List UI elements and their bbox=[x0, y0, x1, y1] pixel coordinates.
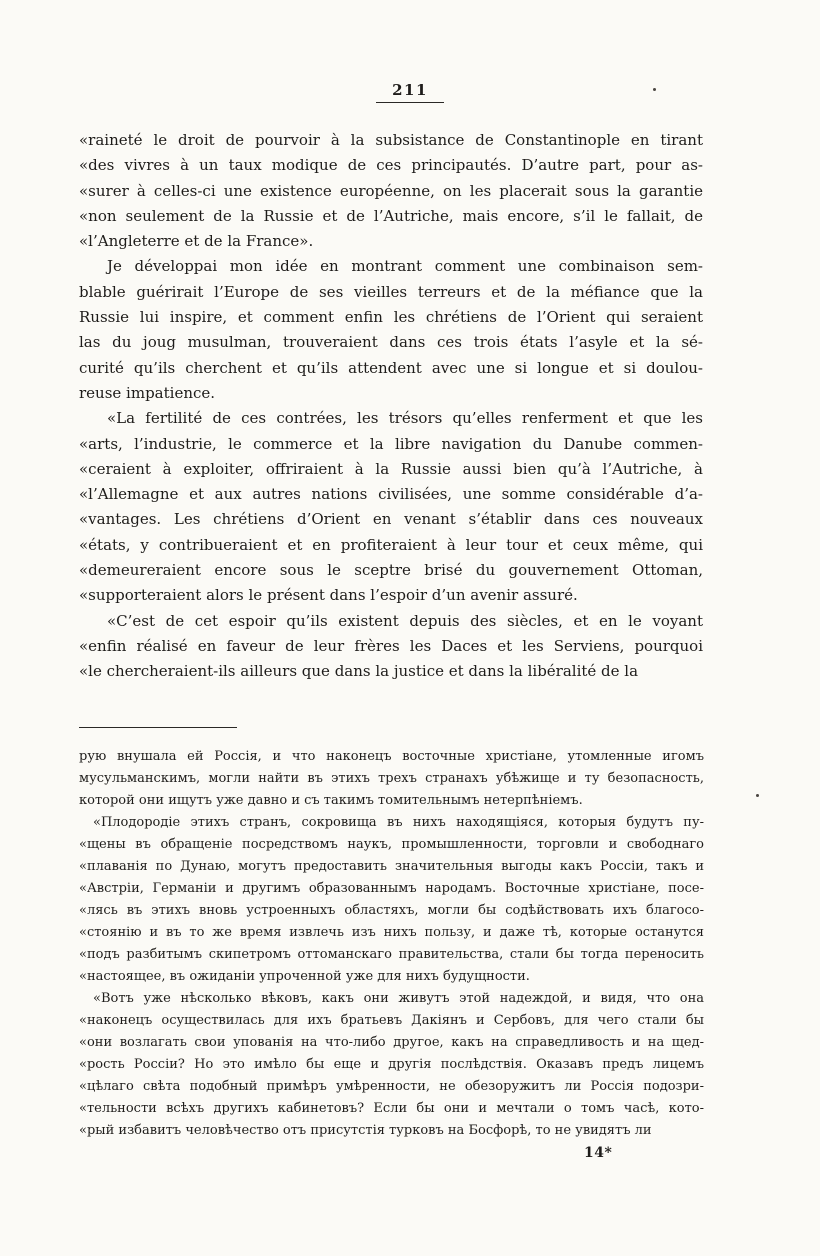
paragraph bbox=[79, 988, 704, 1142]
scan-speck bbox=[653, 88, 656, 91]
text-line: «лясь въ этихъ вновь устроенныхъ областяхъ, могли бы содѣйствовать ихъ благосо- bbox=[79, 903, 704, 918]
footnote-separator bbox=[79, 727, 237, 728]
paragraph bbox=[79, 406, 703, 608]
text-line: «Австріи, Германіи и другимъ образованнымъ народамъ. Восточные христіане, посе- bbox=[79, 881, 704, 896]
text-line: «Вотъ уже нѣсколько вѣковъ, какъ они живутъ этой надеждой, и видя, что она bbox=[93, 991, 704, 1006]
text-line: curité qu’ils cherchent et qu’ils attendent avec une si longue et si doulou- bbox=[79, 358, 703, 377]
scan-speck bbox=[756, 794, 759, 797]
text-line: «arts, l’industrie, le commerce et la libre navigation du Danube commen- bbox=[79, 434, 703, 453]
text-line: «enfin réalisé en faveur de leur frères les Daces et les Serviens, pourquoi bbox=[79, 636, 703, 655]
text-line: «vantages. Les chrétiens d’Orient en venant s’établir dans ces nouveaux bbox=[79, 510, 703, 529]
text-line: «des vivres à un taux modique de ces principautés. D’autre part, pour as- bbox=[79, 156, 703, 175]
paragraph bbox=[79, 609, 703, 685]
text-line: которой они ищутъ уже давно и съ такимъ томительнымъ нетерпѣніемъ. bbox=[79, 793, 583, 808]
text-line: «demeureraient encore sous le sceptre brisé du gouvernement Ottoman, bbox=[79, 561, 703, 580]
paragraph bbox=[79, 128, 703, 254]
text-line: «ceraient à exploiter, offriraient à la Russie aussi bien qu’à l’Autriche, à bbox=[79, 459, 703, 478]
text-line: «Плодородіе этихъ странъ, сокровища въ нихъ находящіяся, которыя будутъ пу- bbox=[93, 815, 704, 830]
text-line: «La fertilité de ces contrées, les trésors qu’elles renferment et que les bbox=[107, 409, 703, 428]
text-line: «цѣлаго свѣта подобный примѣръ умѣренности, не обезоружитъ ли Россія подозри- bbox=[79, 1079, 704, 1094]
text-line: «они возлагать свои упованія на что-либо другое, какъ на справедливость и на щед- bbox=[79, 1035, 704, 1050]
text-line: «подъ разбитымъ скипетромъ оттоманскаго правительства, стали бы тогда переносить bbox=[79, 947, 704, 962]
text-line: «наконецъ осуществилась для ихъ братьевъ Дакіянъ и Сербовъ, для чего стали бы bbox=[79, 1013, 704, 1028]
text-line: «surer à celles-ci une existence européenne, on les placerait sous la garantie bbox=[79, 181, 703, 200]
text-line: «supporteraient alors le présent dans l’espoir d’un avenir assuré. bbox=[79, 586, 578, 605]
text-line: «états, y contribueraient et en profiteraient à leur tour et ceux même, qui bbox=[79, 535, 703, 554]
text-line: «щены въ обращеніе посредствомъ наукъ, промышленности, торговли и свободнаго bbox=[79, 837, 704, 852]
footnote-block bbox=[79, 746, 704, 1142]
text-line: las du joug musulman, trouveraient dans ces trois états l’asyle et la sé- bbox=[79, 333, 703, 352]
signature-mark: 14* bbox=[584, 1145, 613, 1161]
text-line: «C’est de cet espoir qu’ils existent depuis des siècles, et en le voyant bbox=[107, 611, 703, 630]
text-line: Russie lui inspire, et comment enfin les chrétiens de l’Orient qui seraient bbox=[79, 308, 703, 327]
text-line: blable guérirait l’Europe de ses vieilles terreurs et de la méfiance que la bbox=[79, 282, 703, 301]
text-line: «тельности всѣхъ другихъ кабинетовъ? Если бы они и мечтали о томъ часѣ, кото- bbox=[79, 1101, 704, 1116]
text-line: «рость Россіи? Но это имѣло бы еще и другія послѣдствія. Оказавъ предъ лицемъ bbox=[79, 1057, 704, 1072]
text-line: «raineté le droit de pourvoir à la subsistance de Constantinople en tirant bbox=[79, 131, 703, 149]
text-line: «стоянію и въ то же время извлечь изъ нихъ пользу, и даже тѣ, которые останутся bbox=[79, 925, 704, 940]
text-line: Je développai mon idée en montrant comment une combinaison sem- bbox=[107, 257, 703, 276]
paragraph bbox=[79, 254, 703, 406]
text-line: «non seulement de la Russie et de l’Autriche, mais encore, s’il le fallait, de bbox=[79, 206, 703, 225]
paragraph bbox=[79, 812, 704, 988]
text-line: «l’Angleterre et de la France». bbox=[79, 232, 314, 251]
text-line: «le chercheraient-ils ailleurs que dans la justice et dans la libéralité de la bbox=[79, 662, 639, 681]
text-line: рую внушала ей Россія, и что наконецъ восточные христіане, утомленные игомъ bbox=[79, 749, 704, 764]
text-line: «l’Allemagne et aux autres nations civilisées, une somme considérable d’a- bbox=[79, 485, 703, 504]
text-line: «плаванія по Дунаю, могутъ предоставить значительныя выгоды какъ Россіи, такъ и bbox=[79, 859, 704, 874]
text-line: «рый избавитъ человѣчество отъ присутстія турковъ на Босфорѣ, то не увидятъ ли bbox=[79, 1123, 652, 1138]
page-number: 211 bbox=[376, 81, 444, 103]
page-header bbox=[0, 80, 820, 103]
text-line: «настоящее, въ ожиданіи упроченной уже для нихъ будущности. bbox=[79, 969, 530, 984]
text-line: reuse impatience. bbox=[79, 383, 216, 402]
paragraph bbox=[79, 746, 704, 812]
main-text-block bbox=[79, 128, 703, 685]
text-line: мусульманскимъ, могли найти въ этихъ трехъ странахъ убѣжище и ту безопасность, bbox=[79, 771, 704, 786]
